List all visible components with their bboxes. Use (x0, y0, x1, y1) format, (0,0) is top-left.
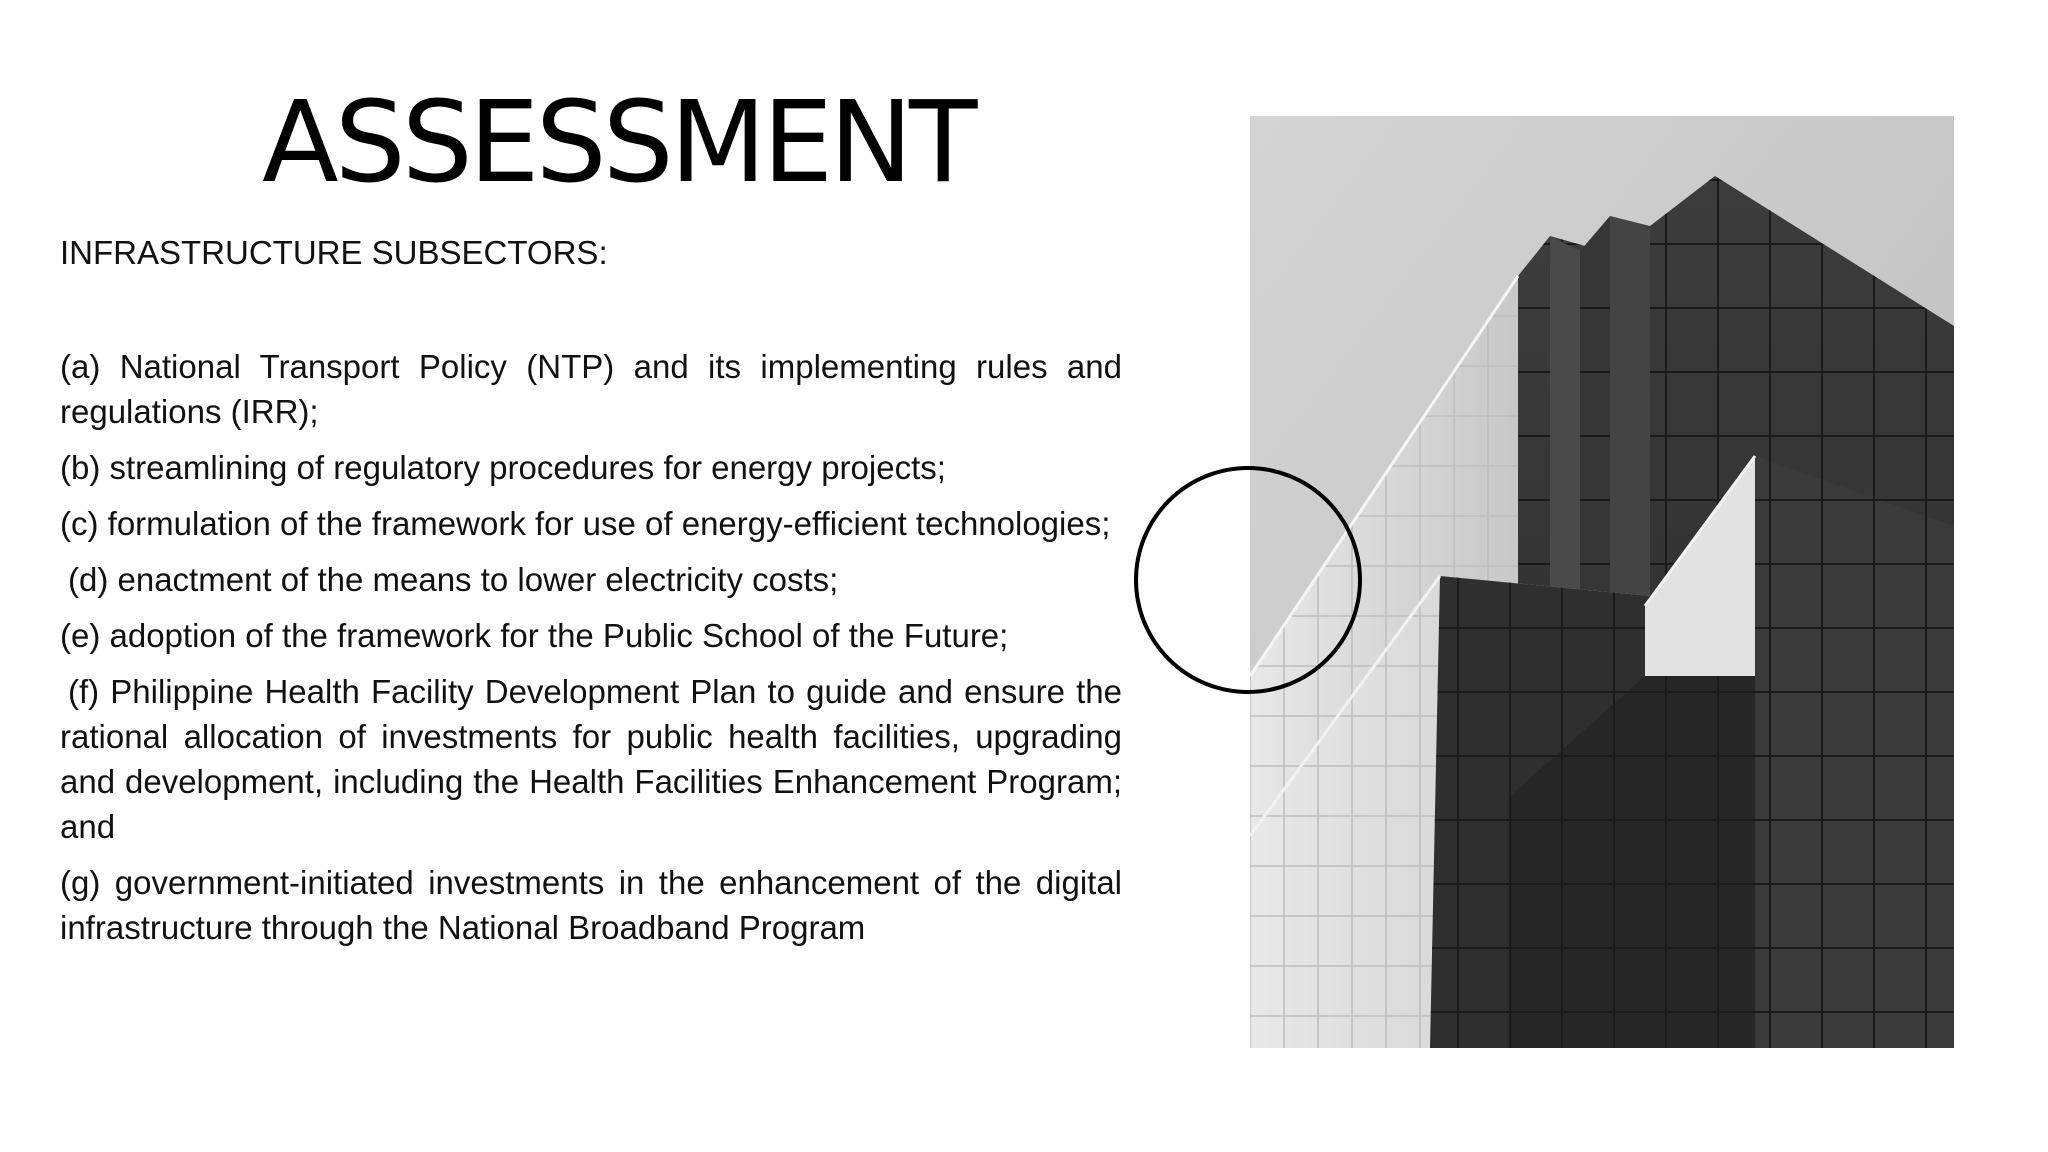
list-item: (e) adoption of the framework for the Public School of the Future; (60, 617, 1009, 654)
subsector-list (60, 344, 1122, 961)
list-item: (d) enactment of the means to lower electricity costs; (68, 561, 839, 598)
list-item: (c) formulation of the framework for use of energy-efficient technologies; (60, 505, 1111, 542)
circle-outline-icon (1134, 466, 1362, 694)
slide-title: ASSESSMENT (262, 78, 974, 208)
section-heading: INFRASTRUCTURE SUBSECTORS: (60, 234, 608, 271)
list-item: (a) National Transport Policy (NTP) and its implementing rules and regulations (IRR); (60, 348, 1122, 430)
list-item: (b) streamlining of regulatory procedures for energy projects; (60, 449, 946, 486)
list-item: (f) Philippine Health Facility Development Plan to guide and ensure the rational allocation of investments for public health facilities, upgrading and development, including the Health Facilities Enhancement Program; and (60, 673, 1122, 845)
list-item: (g) government-initiated investments in the enhancement of the digital infrastructure through the National Broadband Program (60, 864, 1122, 946)
